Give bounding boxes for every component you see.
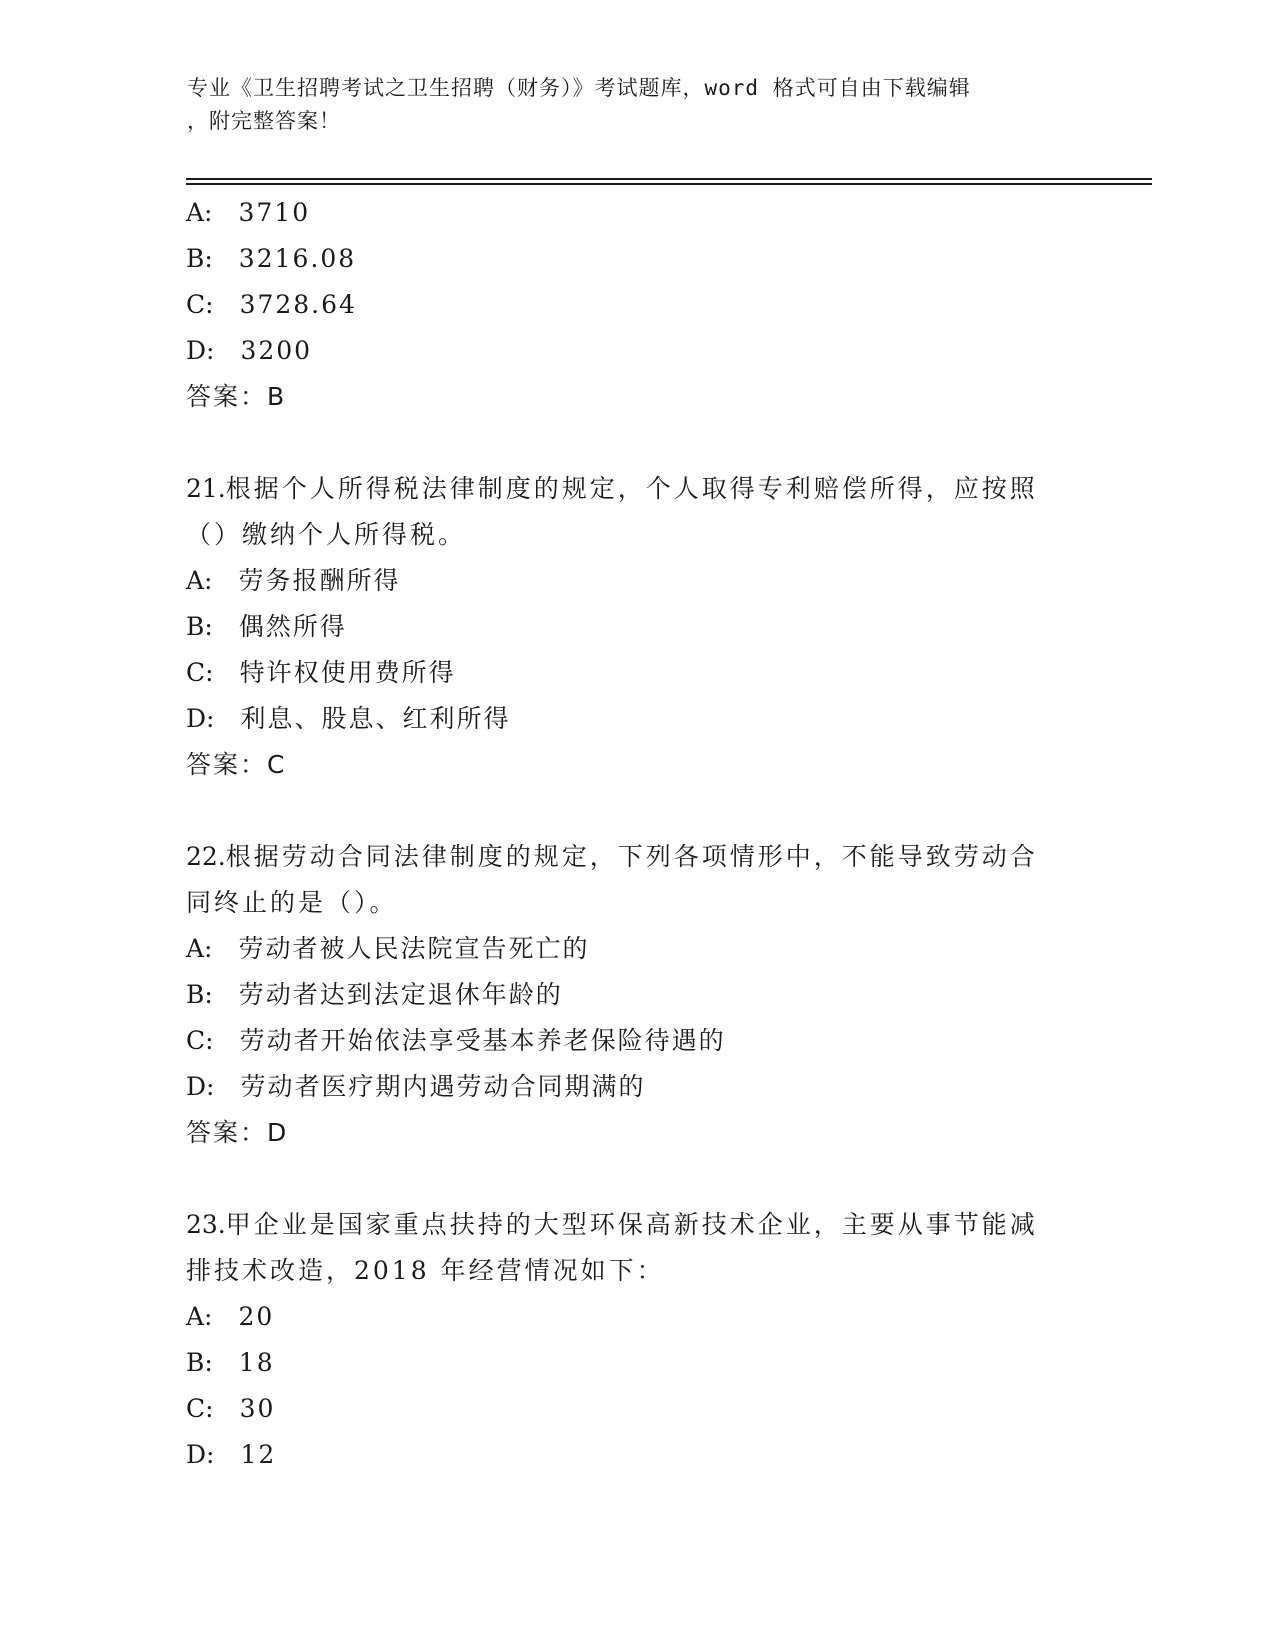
option-text: 3728.64: [239, 290, 357, 319]
header-divider-bottom: [186, 183, 1152, 185]
option-letter: C:: [186, 1394, 214, 1423]
option-letter: D:: [186, 704, 215, 733]
option-a: [186, 190, 1086, 236]
option-a: [186, 558, 1086, 604]
option-a: [186, 1294, 1086, 1340]
option-letter: C:: [186, 1026, 214, 1055]
option-letter: A:: [186, 198, 213, 227]
question-number: 22.: [186, 842, 226, 871]
option-text: 劳动者医疗期内遇劳动合同期满的: [240, 1072, 646, 1101]
question-block-20: [186, 190, 1086, 420]
question-number: 21.: [186, 474, 226, 503]
answer-line: 答案：D: [186, 1118, 289, 1147]
question-block-23: [186, 1202, 1086, 1478]
option-c: [186, 282, 1086, 328]
option-letter: D:: [186, 336, 215, 365]
document-header: [187, 72, 1067, 138]
option-text: 偶然所得: [238, 612, 347, 641]
option-text: 3200: [240, 336, 313, 365]
option-text: 30: [239, 1394, 276, 1423]
option-c: [186, 650, 1086, 696]
option-letter: A:: [186, 566, 213, 595]
option-letter: B:: [186, 244, 213, 273]
option-letter: A:: [186, 1302, 213, 1331]
answer-line: 答案：C: [186, 750, 287, 779]
option-letter: D:: [186, 1440, 215, 1469]
option-d: [186, 328, 1086, 374]
spacer: [186, 1156, 1086, 1202]
header-divider-top: [186, 178, 1152, 180]
option-letter: D:: [186, 1072, 215, 1101]
question-stem: [186, 834, 1086, 880]
option-d: [186, 696, 1086, 742]
answer-line: 答案：B: [186, 382, 287, 411]
question-block-22: [186, 834, 1086, 1156]
option-text: 劳动者达到法定退休年龄的: [238, 980, 563, 1009]
option-d: [186, 1064, 1086, 1110]
option-b: [186, 236, 1086, 282]
option-letter: A:: [186, 934, 213, 963]
option-text: 12: [240, 1440, 277, 1469]
option-letter: B:: [186, 1348, 213, 1377]
option-text: 18: [238, 1348, 275, 1377]
option-c: [186, 1018, 1086, 1064]
question-block-21: [186, 466, 1086, 788]
spacer: [186, 788, 1086, 834]
question-stem-line-1: 根据个人所得税法律制度的规定，个人取得专利赔偿所得，应按照: [225, 474, 1038, 503]
question-stem-line-2: （）缴纳个人所得税。: [186, 520, 467, 549]
spacer: [186, 420, 1086, 466]
option-text: 劳动者开始依法享受基本养老保险待遇的: [239, 1026, 726, 1055]
option-letter: C:: [186, 290, 214, 319]
option-text: 20: [238, 1302, 275, 1331]
question-stem-line-2: 排技术改造，2018 年经营情况如下：: [186, 1256, 665, 1285]
option-text: 特许权使用费所得: [239, 658, 456, 687]
question-stem-line-1: 根据劳动合同法律制度的规定，下列各项情形中，不能导致劳动合: [225, 842, 1038, 871]
question-list: [186, 190, 1086, 1478]
option-text: 利息、股息、红利所得: [240, 704, 511, 733]
header-title-line-2: ，附完整答案！: [187, 109, 341, 133]
option-letter: B:: [186, 612, 213, 641]
header-title-line-1: 专业《卫生招聘考试之卫生招聘（财务）》考试题库，word 格式可自由下载编辑: [187, 76, 971, 100]
option-d: [186, 1432, 1086, 1478]
question-stem: [186, 1202, 1086, 1248]
option-b: [186, 604, 1086, 650]
option-text: 劳动者被人民法院宣告死亡的: [238, 934, 590, 963]
option-a: [186, 926, 1086, 972]
question-stem-line-1: 甲企业是国家重点扶持的大型环保高新技术企业，主要从事节能减: [225, 1210, 1038, 1239]
option-c: [186, 1386, 1086, 1432]
question-stem: [186, 466, 1086, 512]
question-stem-line-2: 同终止的是（）。: [186, 888, 398, 917]
question-number: 23.: [186, 1210, 226, 1239]
option-text: 3710: [238, 198, 311, 227]
option-letter: B:: [186, 980, 213, 1009]
option-text: 劳务报酬所得: [238, 566, 401, 595]
option-text: 3216.08: [238, 244, 357, 273]
option-b: [186, 1340, 1086, 1386]
option-letter: C:: [186, 658, 214, 687]
option-b: [186, 972, 1086, 1018]
